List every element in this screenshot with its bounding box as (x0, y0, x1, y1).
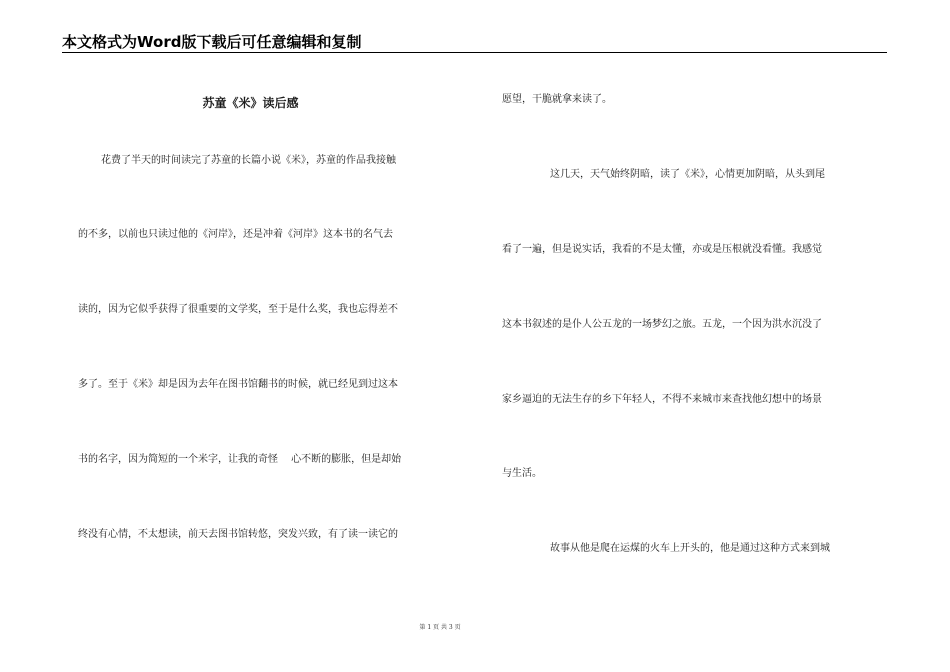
left-paragraph-line: 多了。至于《米》却是因为去年在图书馆翻书的时候，就已经见到过这本 (78, 379, 398, 390)
left-paragraph-line: 读的，因为它似乎获得了很重要的文学奖，至于是什么奖，我也忘得差不 (78, 304, 398, 315)
right-paragraph-line: 愿望，干脆就拿来读了。 (502, 94, 612, 105)
right-paragraph-line: 与生活。 (502, 468, 542, 479)
right-paragraph-line: 故事从他是爬在运煤的火车上开头的，他是通过这种方式来到城 (550, 543, 830, 554)
right-paragraph-line: 家乡逼迫的无法生存的乡下年轻人，不得不来城市来查找他幻想中的场景 (502, 394, 822, 405)
left-paragraph-line: 的不多，以前也只读过他的《河岸》，还是冲着《河岸》这本书的名气去 (78, 229, 393, 240)
document-title: 苏童《米》读后感 (202, 96, 299, 110)
page-number: 第 1 页 共 3 页 (419, 624, 461, 631)
left-paragraph-line: 花费了半天的时间读完了苏童的长篇小说《米》，苏童的作品我接触 (101, 155, 396, 166)
header-rule (62, 52, 887, 53)
left-paragraph-line: 终没有心情，不太想读，前天去图书馆转悠，突发兴致，有了读一读它的 (78, 529, 398, 540)
left-paragraph-line: 书的名字，因为简短的一个米字，让我的奇怪 心不断的膨胀，但是却始 (78, 454, 402, 465)
right-paragraph-line: 这本书叙述的是仆人公五龙的一场梦幻之旅。五龙，一个因为洪水沉没了 (502, 319, 822, 330)
right-paragraph-line: 这几天，天气始终阴暗，读了《米》，心情更加阴暗，从头到尾 (550, 169, 825, 180)
header-title: 本文格式为Word版下载后可任意编辑和复制 (62, 33, 362, 51)
right-paragraph-line: 看了一遍，但是说实话，我看的不是太懂，亦或是压根就没看懂。我感觉 (502, 244, 822, 255)
